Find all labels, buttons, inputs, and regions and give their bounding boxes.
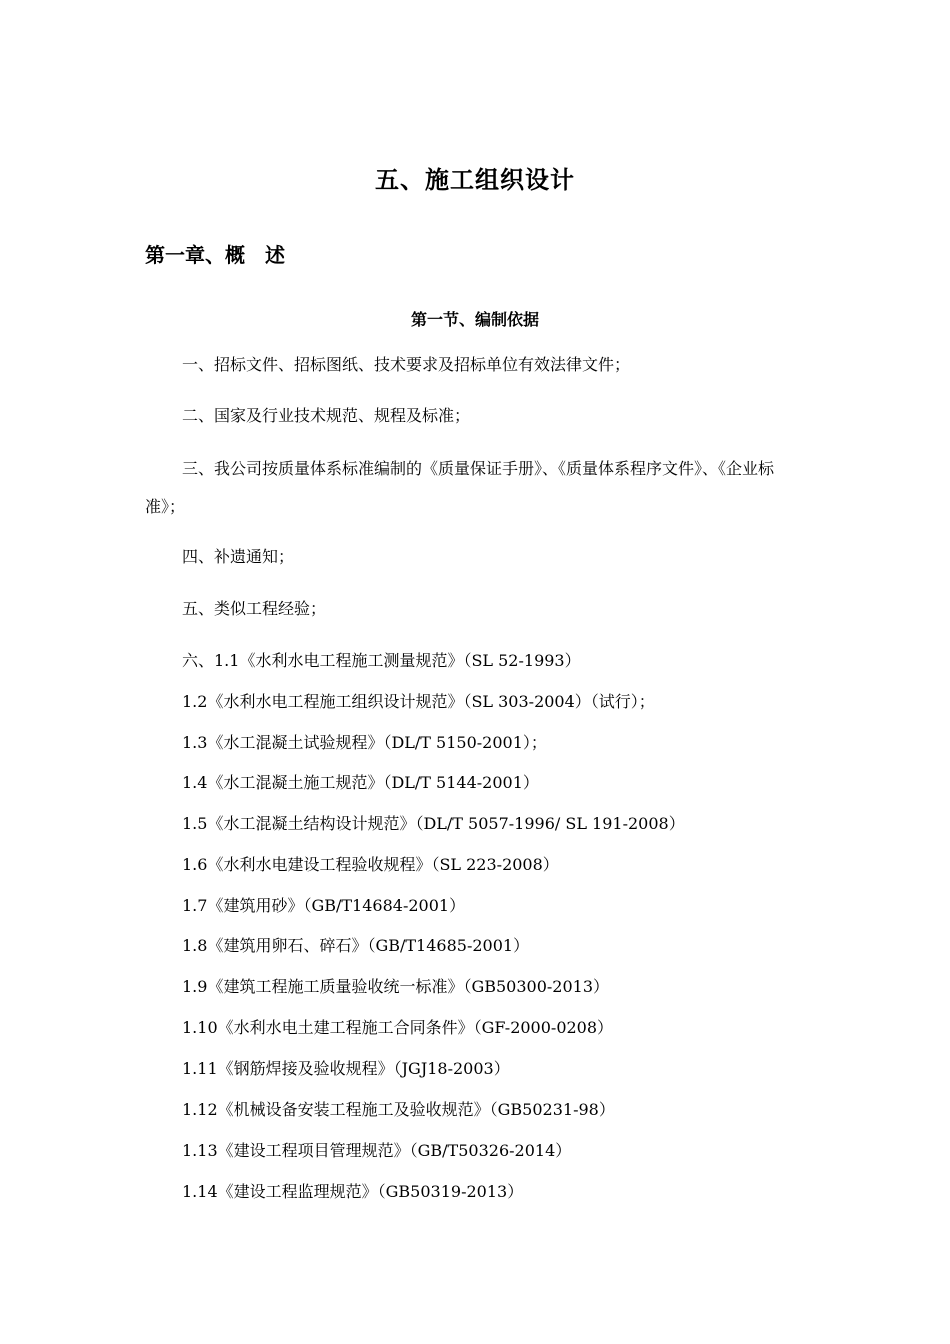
basis-item-3: 三、我公司按质量体系标准编制的《质量保证手册》、《质量体系程序文件》、《企业标准》；: [145, 459, 775, 516]
document-title: 五、施工组织设计: [375, 166, 575, 194]
basis-item-2: 二、国家及行业技术规范、规程及标准；: [182, 406, 471, 425]
basis-item-5: 五、类似工程经验；: [182, 599, 327, 618]
reference-item: 1.6《水利水电建设工程验收规程》（SL 223-2008）: [182, 855, 559, 874]
chapter-heading: 第一章、概 述: [145, 243, 285, 267]
reference-item: 1.2《水利水电工程施工组织设计规范》（SL 303-2004）（试行）；: [182, 692, 655, 711]
reference-item: 1.3《水工混凝土试验规程》（DL/T 5150-2001）；: [182, 733, 547, 752]
reference-item: 1.9《建筑工程施工质量验收统一标准》（GB50300-2013）: [182, 977, 610, 996]
reference-item: 1.8《建筑用卵石、碎石》（GB/T14685-2001）: [182, 936, 530, 955]
reference-item: 六、1.1《水利水电工程施工测量规范》（SL 52-1993）: [182, 651, 581, 670]
reference-item: 1.4《水工混凝土施工规范》（DL/T 5144-2001）: [182, 773, 539, 792]
reference-item: 1.14《建设工程监理规范》（GB50319-2013）: [182, 1182, 524, 1201]
reference-item: 1.11《钢筋焊接及验收规程》（JGJ18-2003）: [182, 1059, 510, 1078]
reference-item: 1.12《机械设备安装工程施工及验收规范》（GB50231-98）: [182, 1100, 615, 1119]
reference-item: 1.7《建筑用砂》（GB/T14684-2001）: [182, 896, 466, 915]
reference-item: 1.10《水利水电土建工程施工合同条件》（GF-2000-0208）: [182, 1018, 614, 1037]
basis-item-4: 四、补遗通知；: [182, 547, 295, 566]
section-heading: 第一节、编制依据: [410, 310, 539, 329]
basis-item-1: 一、招标文件、招标图纸、技术要求及招标单位有效法律文件；: [182, 355, 631, 374]
reference-item: 1.5《水工混凝土结构设计规范》（DL/T 5057-1996/ SL 191-2008）: [182, 814, 685, 833]
reference-item: 1.13《建设工程项目管理规范》（GB/T50326-2014）: [182, 1141, 572, 1160]
